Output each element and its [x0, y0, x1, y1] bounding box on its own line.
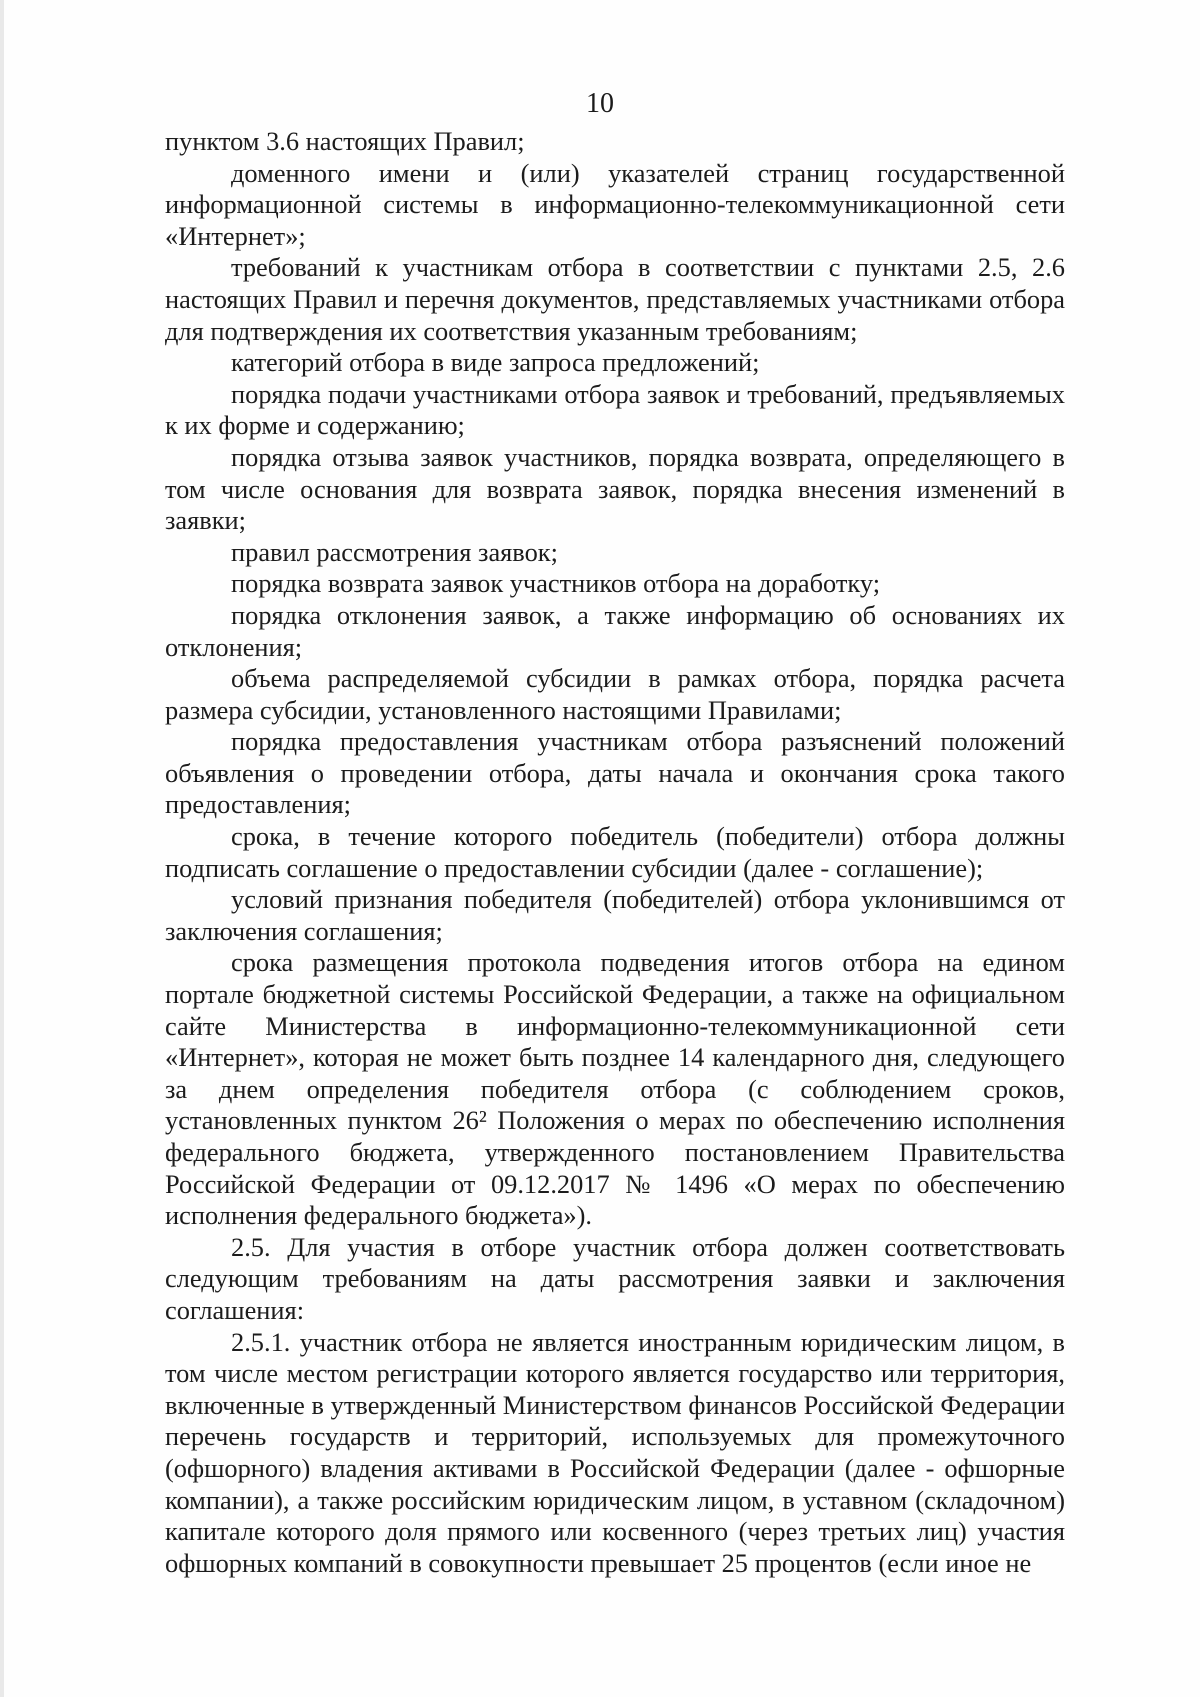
- paragraph: срока размещения протокола подведения итогов отбора на едином портале бюджетной системы Российской Федерации, а также на официальном сайте Министерства в информационно-телекоммуникационной сети «Интернет», которая не может быть позднее 14 календарного дня, следующего за днем определения победителя отбора (с соблюдением сроков, установленных пунктом 26² Положения о мерах по обеспечению исполнения федерального бюджета, утвержденного постановлением Правительства Российской Федерации от 09.12.2017 № 1496 «О мерах по обеспечению исполнения федерального бюджета»).: [165, 947, 1065, 1231]
- document-body: [165, 126, 1065, 1579]
- paragraph: порядка предоставления участникам отбора разъяснений положений объявления о проведении отбора, даты начала и окончания срока такого предоставления;: [165, 726, 1065, 820]
- paragraph: порядка отзыва заявок участников, порядка возврата, определяющего в том числе основания для возврата заявок, порядка внесения изменений в заявки;: [165, 441, 1065, 536]
- paragraph: пунктом 3.6 настоящих Правил;: [165, 126, 525, 156]
- paragraph: категорий отбора в виде запроса предложений;: [231, 347, 760, 378]
- paragraph: объема распределяемой субсидии в рамках отбора, порядка расчета размера субсидии, установленного настоящими Правилами;: [165, 663, 1065, 725]
- paragraph: порядка подачи участниками отбора заявок и требований, предъявляемых к их форме и содержанию;: [165, 378, 1065, 441]
- paragraph: 2.5.1. участник отбора не является иностранным юридическим лицом, в том числе местом регистрации которого является государство или территория, включенные в утвержденный Министерством финансов Российской Федерации перечень государств и территорий, используемых для промежуточного (офшорного) владения активами в Российской Федерации (далее - офшорные компании), а также российским юридическим лицом, в уставном (складочном) капитале которого доля прямого или косвенного (через третьих лиц) участия офшорных компаний в совокупности превышает 25 процентов (если иное не: [165, 1326, 1065, 1578]
- paragraph: 2.5. Для участия в отборе участник отбора должен соответствовать следующим требованиям на даты рассмотрения заявки и заключения соглашения:: [165, 1231, 1065, 1325]
- paragraph: правил рассмотрения заявок;: [231, 536, 558, 567]
- scan-edge: [0, 0, 4, 1697]
- paragraph: доменного имени и (или) указателей страниц государственной информационной системы в информационно-телекоммуникационной сети «Интернет»;: [165, 157, 1065, 251]
- paragraph: порядка возврата заявок участников отбора на доработку;: [231, 568, 881, 599]
- paragraph: требований к участникам отбора в соответствии с пунктами 2.5, 2.6 настоящих Правил и перечня документов, представляемых участниками отбора для подтверждения их соответствия указанным требованиям;: [165, 252, 1065, 346]
- paragraph: порядка отклонения заявок, а также информацию об основаниях их отклонения;: [165, 599, 1065, 662]
- page-number: 10: [586, 88, 614, 119]
- paragraph: срока, в течение которого победитель (победители) отбора должны подписать соглашение о предоставлении субсидии (далее - соглашение);: [165, 821, 1065, 883]
- paragraph: условий признания победителя (победителей) отбора уклонившимся от заключения соглашения;: [165, 884, 1065, 946]
